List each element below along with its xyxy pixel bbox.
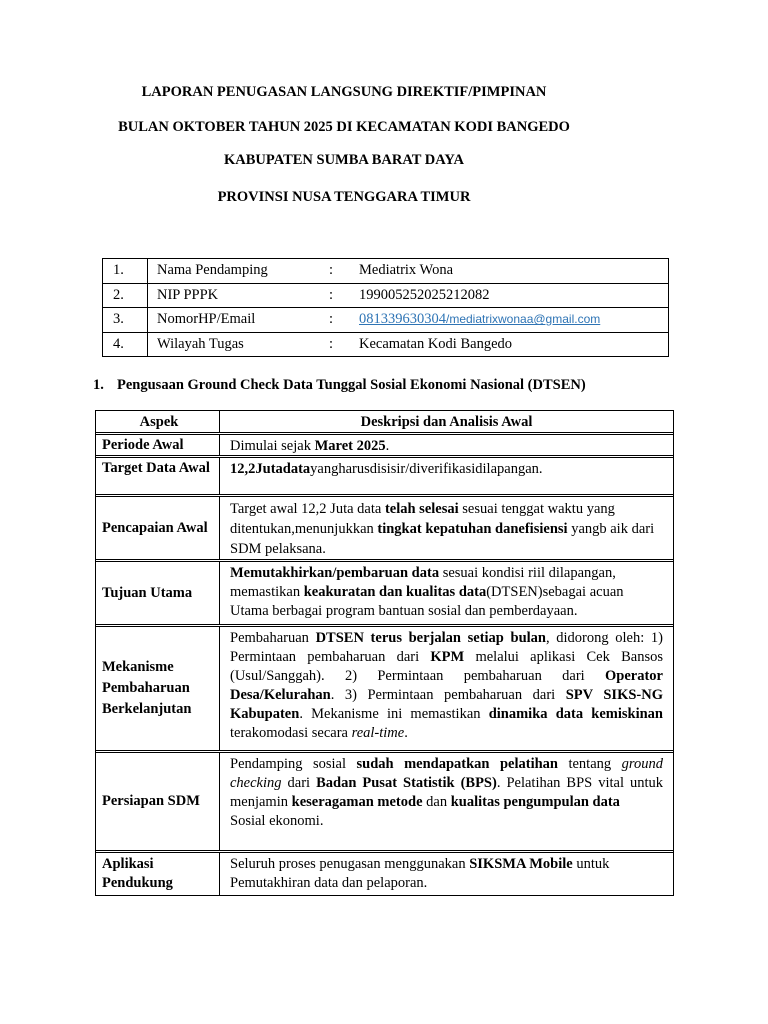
text-bold: keakuratan dan kualitas data: [303, 584, 487, 600]
contact-link[interactable]: [359, 311, 600, 327]
description-cell: [220, 753, 673, 850]
report-title-line-4: PROVINSI NUSA TENGGARA TIMUR: [217, 189, 471, 205]
section-heading: [93, 377, 586, 394]
report-title-line-1: LAPORAN PENUGASAN LANGSUNG DIREKTIF/PIMPINAN: [141, 84, 547, 100]
info-num: 1.: [103, 259, 148, 284]
info-row: [103, 283, 669, 308]
report-title-line-2: BULAN OKTOBER TAHUN 2025 DI KECAMATAN KODI BANGEDO: [118, 119, 570, 135]
aspect-cell: Tujuan Utama: [96, 562, 220, 624]
text: terakomodasi secara: [230, 725, 352, 741]
text-italic: real-time: [351, 725, 405, 741]
phone-value[interactable]: 081339630304: [359, 311, 446, 328]
description-cell: [220, 458, 673, 494]
aspect-cell: Pencapaian Awal: [96, 497, 220, 559]
text: . 3) Permintaan pembaharuan dari: [330, 687, 566, 703]
table-row-pencapaian: [96, 494, 673, 559]
info-cell: [148, 308, 669, 333]
info-value: Kecamatan Kodi Bangedo: [359, 335, 513, 352]
text: . Mekanisme ini memastikan: [299, 706, 489, 722]
text-bold: DTSEN terus berjalan setiap bulan: [315, 630, 546, 646]
description-cell: [220, 627, 673, 750]
info-label: Nama Pendamping: [157, 262, 268, 279]
text-bold: kualitas pengumpulan data: [450, 794, 620, 810]
table-row-target: [96, 455, 673, 494]
text-bold: Badan Pusat Statistik (BPS): [316, 775, 497, 791]
table-row-mekanisme: [96, 624, 673, 750]
email-value[interactable]: /mediatrixwonaa@gmail.com: [446, 312, 601, 327]
description-cell: [220, 853, 673, 895]
info-row: [103, 259, 669, 284]
table-row-aplikasi: [96, 850, 673, 895]
text: Seluruh proses penugasan menggunakan: [230, 856, 470, 872]
text-bold: keseragaman metode: [291, 794, 423, 810]
info-label: NomorHP/Email: [157, 311, 256, 328]
info-value: 199005252025212082: [359, 286, 490, 303]
text-bold: dinamika data kemiskinan: [488, 706, 663, 722]
info-num: 3.: [103, 308, 148, 333]
aspect-cell: Persiapan SDM: [96, 753, 220, 850]
text: Dimulai sejak: [230, 438, 315, 454]
info-cell: [148, 283, 669, 308]
info-cell: [148, 332, 669, 357]
table-row-persiapan: [96, 750, 673, 850]
description-cell: [220, 435, 673, 455]
text-bold: Memutakhirkan/pembaruan data: [230, 565, 440, 581]
info-sep: :: [329, 262, 334, 279]
info-num: 2.: [103, 283, 148, 308]
text: Pendamping sosial: [230, 756, 357, 772]
text: yangharusdisisir/diverifikasidilapangan.: [310, 461, 543, 477]
description-cell: [220, 497, 673, 559]
text-italic: ground checking: [230, 756, 663, 791]
officer-info-table: [102, 258, 669, 357]
text-bold: SIKSMA Mobile: [469, 856, 573, 872]
text: Pembaharuan: [230, 630, 316, 646]
text: , didorong oleh: 1) Permintaan pembaharuan dari: [230, 630, 663, 665]
section-number: 1.: [93, 377, 104, 393]
analysis-table: [95, 410, 674, 896]
info-num: 4.: [103, 332, 148, 357]
info-cell: [148, 259, 669, 284]
text-bold: SPV SIKS-NG Kabupaten: [230, 687, 663, 722]
text: melalui aplikasi Cek Bansos (Usul/Sanggah). 2) Permintaan pembaharuan dari: [230, 649, 663, 684]
aspect-cell: Mekanisme Pembaharuan Berkelanjutan: [96, 627, 220, 750]
info-label: NIP PPPK: [157, 286, 219, 303]
section-title: Pengusaan Ground Check Data Tunggal Sosial Ekonomi Nasional (DTSEN): [117, 377, 586, 393]
text: sesuai kondisi riil dilapangan, memastikan: [230, 565, 616, 600]
aspect-cell: Periode Awal: [96, 435, 220, 455]
table-row-tujuan: [96, 559, 673, 624]
text: Target awal 12,2 Juta data: [230, 501, 385, 517]
text: .: [385, 438, 390, 454]
text: tentang: [557, 756, 622, 772]
info-sep: :: [329, 311, 334, 328]
text: dan: [422, 794, 451, 810]
text-bold: KPM: [430, 649, 465, 665]
info-sep: :: [329, 335, 334, 352]
description-cell: [220, 562, 673, 624]
text-bold: sudah mendapatkan pelatihan: [356, 756, 558, 772]
text: sesuai tenggat waktu yang ditentukan,menunjukkan: [230, 501, 615, 537]
text: yangb aik dari SDM pelaksana.: [230, 521, 655, 557]
text: .: [404, 725, 408, 741]
info-value: Mediatrix Wona: [359, 262, 454, 279]
text: . Pelatihan BPS vital untuk menjamin: [230, 775, 663, 810]
text-bold: Maret 2025: [314, 438, 386, 454]
text: dari: [281, 775, 317, 791]
text: Sosial ekonomi.: [230, 813, 324, 829]
text: untuk Pemutakhiran data dan pelaporan.: [230, 856, 610, 891]
report-title-line-3: KABUPATEN SUMBA BARAT DAYA: [224, 152, 464, 168]
header-description: Deskripsi dan Analisis Awal: [360, 414, 533, 430]
header-aspect: Aspek: [96, 411, 220, 432]
info-sep: :: [329, 286, 334, 303]
aspect-cell: Aplikasi Pendukung: [96, 853, 220, 895]
text: (DTSEN)sebagai acuan Utama berbagai program bantuan sosial dan pemberdayaan.: [230, 584, 624, 619]
info-label: Wilayah Tugas: [157, 335, 244, 352]
text-bold: 12,2Jutadata: [230, 461, 311, 477]
text-bold: Operator Desa/Kelurahan: [230, 668, 663, 703]
info-row: [103, 308, 669, 333]
table-header-row: [96, 411, 673, 432]
table-row-periode: [96, 432, 673, 455]
info-row: [103, 332, 669, 357]
text-bold: telah selesai: [384, 501, 459, 517]
text-bold: tingkat kepatuhan danefisiensi: [377, 521, 568, 537]
aspect-cell: Target Data Awal: [96, 458, 220, 494]
